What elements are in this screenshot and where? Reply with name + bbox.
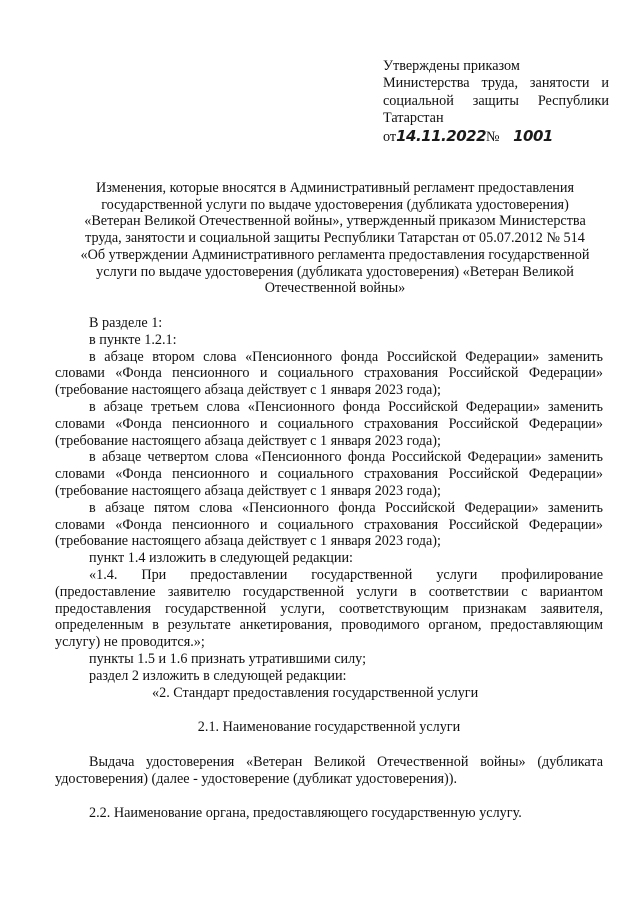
handwritten-number: 1001 <box>513 126 553 145</box>
document-title <box>55 180 615 297</box>
approval-line: социальной защиты Республики <box>383 92 609 109</box>
paragraph: в абзаце третьем слова «Пенсионного фонда Российской Федерации» заменить словами «Фонда пенсионного и социального страхования Российской Федерации» (требование настоящего абзаца действует с 1 января 2023 года); <box>55 398 603 449</box>
title-line: «Об утверждении Административного регламента предоставления государственной <box>80 246 590 263</box>
paragraph: пункт 1.4 изложить в следующей редакции: <box>89 550 353 567</box>
approval-line: Утверждены приказом <box>383 58 520 74</box>
subsection-heading: 2.1. Наименование государственной услуги <box>197 719 461 736</box>
title-line: «Ветеран Великой Отечественной войны», утвержденный приказом Министерства <box>84 213 586 230</box>
paragraph: «1.4. При предоставлении государственной услуги профилирование (предоставление заявителю государственной услуги в соответствии с вариантом предоставления государственной услуги, соответствующим признакам заявителя, определенным в результате анкетирования, проводимого органом, предоставляющим услугу) не проводится.»; <box>55 566 603 651</box>
title-line: государственной услуги по выдаче удостоверения (дубликата удостоверения) <box>101 196 569 213</box>
paragraph: в абзаце втором слова «Пенсионного фонда Российской Федерации» заменить словами «Фонда пенсионного и социального страхования Российской Федерации» (требование настоящего абзаца действует с 1 января 2023 года); <box>55 348 603 399</box>
paragraph: в абзаце четвертом слова «Пенсионного фонда Российской Федерации» заменить словами «Фонда пенсионного и социального страхования Российской Федерации» (требование настоящего абзаца действует с 1 января 2023 года); <box>55 449 603 499</box>
spacer <box>55 788 603 805</box>
approval-line: Министерства труда, занятости и <box>383 75 609 92</box>
approval-line: Татарстан <box>383 110 444 127</box>
section-heading: «2. Стандарт предоставления государственной услуги <box>152 684 479 701</box>
approval-block <box>383 58 609 150</box>
paragraph: Выдача удостоверения «Ветеран Великой Отечественной войны» (дубликата удостоверения) (далее - удостоверение (дубликат удостоверения)). <box>55 754 603 787</box>
paragraph: пункты 1.5 и 1.6 признать утратившими силу; <box>89 650 367 667</box>
document-body <box>55 315 603 822</box>
paragraph: в абзаце пятом слова «Пенсионного фонда Российской Федерации» заменить словами «Фонда пенсионного и социального страхования Российской Федерации» (требование настоящего абзаца действует с 1 января 2023 года); <box>55 499 603 550</box>
number-label: № <box>486 128 500 145</box>
from-label: от <box>383 128 397 145</box>
paragraph: раздел 2 изложить в следующей редакции: <box>89 667 347 684</box>
title-line: труда, занятости и социальной защиты Республики Татарстан от 05.07.2012 № 514 <box>85 230 585 247</box>
order-date-number-line <box>383 128 609 150</box>
title-line: услуги по выдаче удостоверения (дубликата удостоверения) «Ветеран Великой <box>96 263 574 280</box>
title-line: Отечественной войны» <box>264 280 406 297</box>
handwritten-date: 14.11.2022 <box>396 126 487 145</box>
paragraph: 2.2. Наименование органа, предоставляющего государственную услугу. <box>89 804 522 821</box>
paragraph: в пункте 1.2.1: <box>89 331 177 348</box>
paragraph: В разделе 1: <box>89 315 163 331</box>
title-line: Изменения, которые вносятся в Административный регламент предоставления <box>95 180 574 196</box>
